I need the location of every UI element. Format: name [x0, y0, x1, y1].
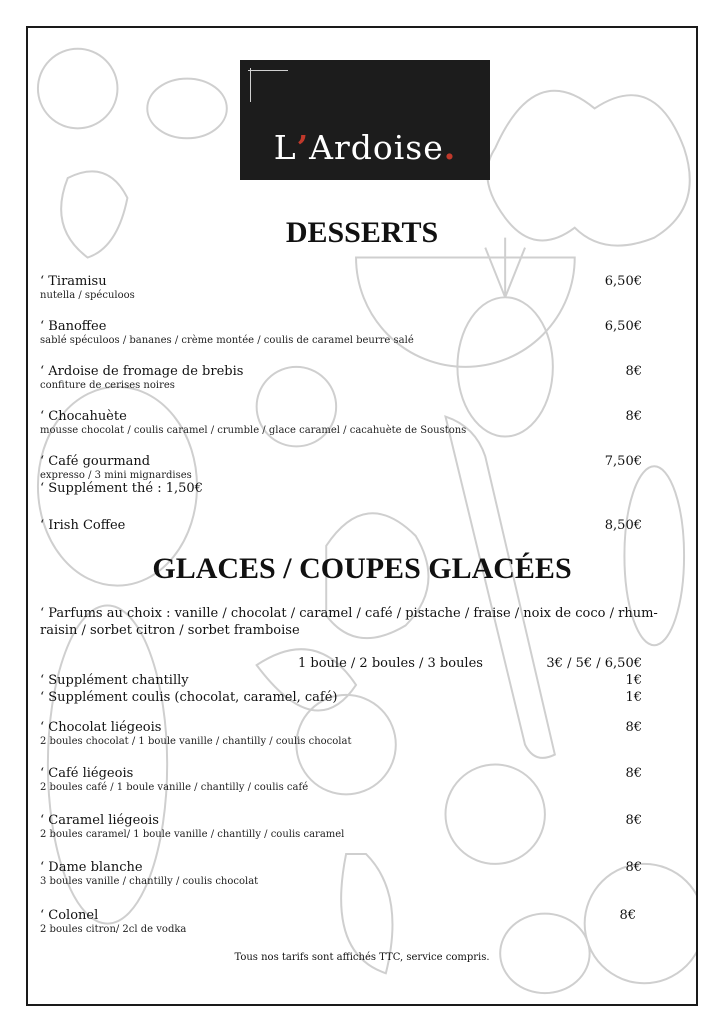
- logo-corner-line-vertical: [250, 68, 251, 102]
- glace-desc: 2 boules citron/ 2cl de vodka: [40, 924, 187, 935]
- desserts-title: DESSERTS: [285, 216, 439, 249]
- glace-desc: 2 boules chocolat / 1 boule vanille / chantilly / coulis chocolat: [40, 736, 352, 747]
- dessert-price: 6,50€: [604, 274, 642, 289]
- dessert-name: ‘ Irish Coffee: [40, 518, 126, 533]
- supp-chantilly-row: [40, 673, 642, 688]
- glace-name: ‘ Café liégeois: [40, 766, 134, 781]
- dessert-desc: confiture de cerises noires: [40, 380, 175, 391]
- logo-text: [240, 128, 490, 167]
- dessert-desc: mousse chocolat / coulis caramel / crumble / glace caramel / cacahuète de Soustons: [40, 425, 467, 436]
- dessert-desc: sablé spéculoos / bananes / crème montée / coulis de caramel beurre salé: [40, 335, 414, 346]
- dessert-item: [40, 274, 642, 301]
- supp-chantilly-price: 1€: [625, 673, 642, 688]
- dessert-price: 6,50€: [604, 319, 642, 334]
- dessert-price: 7,50€: [604, 454, 642, 469]
- logo-apostrophe: ’: [296, 128, 310, 167]
- dessert-name: ‘ Café gourmand: [40, 454, 151, 469]
- glace-name: ‘ Caramel liégeois: [40, 813, 159, 828]
- glace-desc: 2 boules café / 1 boule vanille / chantilly / coulis café: [40, 782, 309, 793]
- dessert-item: [40, 364, 642, 391]
- glace-item: [40, 766, 642, 793]
- glace-item: [40, 908, 636, 935]
- supp-coulis-price: 1€: [625, 690, 642, 705]
- dessert-name: ‘ Tiramisu: [40, 274, 107, 289]
- dessert-item: [40, 409, 642, 436]
- logo-corner-line: [248, 70, 288, 71]
- glaces-parfums: ‘ Parfums au choix : vanille / chocolat / caramel / café / pistache / fraise / noix de coco / rhum-raisin / sorbet citron / sorbet framboise: [40, 606, 658, 638]
- glace-item: [40, 813, 642, 840]
- logo-letter-l: L: [273, 128, 297, 167]
- boules-label: 1 boule / 2 boules / 3 boules: [298, 656, 483, 671]
- dessert-price: 8€: [625, 409, 642, 424]
- glace-desc: 2 boules caramel/ 1 boule vanille / chantilly / coulis caramel: [40, 829, 345, 840]
- glace-name: ‘ Chocolat liégeois: [40, 720, 162, 735]
- dessert-price: 8,50€: [604, 518, 642, 533]
- glace-price: 8€: [625, 813, 642, 828]
- glaces-title: GLACES / COUPES GLACÉES: [152, 552, 572, 585]
- dessert-extra: ‘ Supplément thé : 1,50€: [40, 481, 203, 496]
- dessert-item: [40, 454, 642, 496]
- boules-price: 3€ / 5€ / 6,50€: [546, 656, 642, 671]
- glace-price: 8€: [625, 766, 642, 781]
- glace-name: ‘ Dame blanche: [40, 860, 143, 875]
- supp-chantilly-label: ‘ Supplément chantilly: [40, 673, 189, 688]
- dessert-name: ‘ Chocahuète: [40, 409, 127, 424]
- supp-coulis-row: [40, 690, 642, 705]
- menu-frame: [26, 26, 698, 1006]
- dessert-desc: nutella / spéculoos: [40, 290, 135, 301]
- logo: [240, 60, 490, 180]
- glace-item: [40, 860, 642, 887]
- glace-name: ‘ Colonel: [40, 908, 99, 923]
- supp-coulis-label: ‘ Supplément coulis (chocolat, caramel, café): [40, 690, 338, 705]
- dessert-item: [40, 518, 642, 533]
- glaces-boules-row: [40, 656, 642, 671]
- glace-price: 8€: [625, 860, 642, 875]
- logo-word: Ardoise: [309, 128, 444, 167]
- dessert-name: ‘ Ardoise de fromage de brebis: [40, 364, 244, 379]
- glace-price: 8€: [619, 908, 636, 923]
- dessert-price: 8€: [625, 364, 642, 379]
- logo-dot: .: [443, 128, 457, 167]
- footer-note: Tous nos tarifs sont affichés TTC, service compris.: [234, 952, 490, 963]
- dessert-desc: expresso / 3 mini mignardises: [40, 470, 192, 481]
- dessert-name: ‘ Banoffee: [40, 319, 107, 334]
- dessert-item: [40, 319, 642, 346]
- glace-desc: 3 boules vanille / chantilly / coulis chocolat: [40, 876, 259, 887]
- glace-item: [40, 720, 642, 747]
- glace-price: 8€: [625, 720, 642, 735]
